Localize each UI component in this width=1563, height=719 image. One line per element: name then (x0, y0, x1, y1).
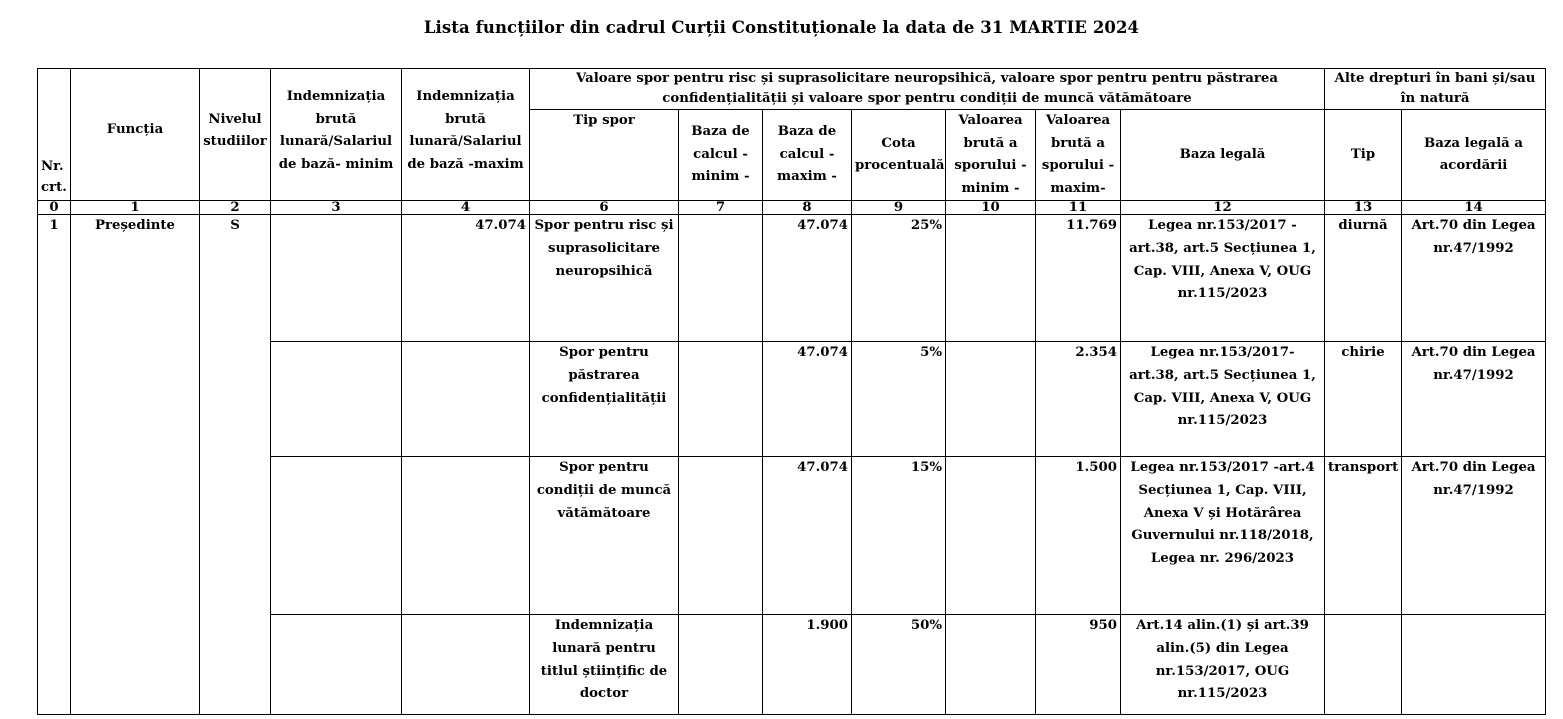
column-number: 1 (71, 201, 200, 215)
row-indemnizatie-minim (271, 215, 402, 342)
row-baza-calcul-maxim: 47.074 (763, 215, 852, 342)
header-tip: Tip (1325, 110, 1402, 201)
header-baza-legala: Baza legală (1121, 110, 1325, 201)
row-tip-spor: Spor pentru risc și suprasolicitare neuropsihică (530, 215, 679, 342)
header-row-1 (38, 69, 1546, 110)
header-alte-drepturi-group: Alte drepturi în bani și/sau în natură (1325, 69, 1546, 110)
header-nivelul-studiilor: Nivelul studiilor (200, 69, 271, 201)
row-indemnizatie-minim (271, 342, 402, 457)
column-number: 12 (1121, 201, 1325, 215)
row-cota: 50% (852, 615, 946, 715)
column-number-row (38, 201, 1546, 215)
row-valoare-maxim: 2.354 (1036, 342, 1121, 457)
row-indemnizatie-maxim (402, 615, 530, 715)
row-tip: transport (1325, 457, 1402, 615)
document-title: Lista funcțiilor din cadrul Curții Constituționale la data de 31 MARTIE 2024 (423, 18, 1140, 37)
header-baza-calcul-maxim: Baza de calcul - maxim - (763, 110, 852, 201)
row-functia: Președinte (71, 215, 200, 715)
row-cota: 5% (852, 342, 946, 457)
column-number: 3 (271, 201, 402, 215)
row-valoare-minim (946, 342, 1036, 457)
row-baza-calcul-maxim: 47.074 (763, 457, 852, 615)
row-baza-legala: Art.14 alin.(1) și art.39 alin.(5) din Legea nr.153/2017, OUG nr.115/2023 (1121, 615, 1325, 715)
row-valoare-minim (946, 457, 1036, 615)
header-cota-procentuala: Cota procentuală (852, 110, 946, 201)
row-baza-calcul-minim (679, 615, 763, 715)
row-tip: chirie (1325, 342, 1402, 457)
row-cota: 15% (852, 457, 946, 615)
row-tip-spor: Spor pentru păstrarea confidențialității (530, 342, 679, 457)
row-baza-acordarii: Art.70 din Legea nr.47/1992 (1402, 457, 1546, 615)
row-valoare-maxim: 950 (1036, 615, 1121, 715)
row-cota: 25% (852, 215, 946, 342)
row-baza-acordarii: Art.70 din Legea nr.47/1992 (1402, 342, 1546, 457)
column-number: 9 (852, 201, 946, 215)
header-spor-group: Valoare spor pentru risc și suprasolicitare neuropsihică, valoare spor pentru pentru păstrarea confidențialității și valoare spor pentru condiții de muncă vătămătoare (530, 69, 1325, 110)
row-baza-legala: Legea nr.153/2017 -art.38, art.5 Secțiunea 1, Cap. VIII, Anexa V, OUG nr.115/2023 (1121, 215, 1325, 342)
row-indemnizatie-maxim (402, 342, 530, 457)
column-number: 10 (946, 201, 1036, 215)
column-number: 2 (200, 201, 271, 215)
row-baza-calcul-maxim: 1.900 (763, 615, 852, 715)
header-baza-legala-acordarii: Baza legală a acordării (1402, 110, 1546, 201)
row-valoare-minim (946, 215, 1036, 342)
row-valoare-maxim: 1.500 (1036, 457, 1121, 615)
header-valoare-maxim: Valoarea brută a sporului - maxim- (1036, 110, 1121, 201)
header-indemnizatie-minim: Indemnizația brută lunară/Salariul de bază- minim (271, 69, 402, 201)
row-tip-spor: Spor pentru condiții de muncă vătămătoare (530, 457, 679, 615)
column-number: 14 (1402, 201, 1546, 215)
row-indemnizatie-minim (271, 615, 402, 715)
column-number: 8 (763, 201, 852, 215)
header-baza-calcul-minim: Baza de calcul - minim - (679, 110, 763, 201)
row-valoare-minim (946, 615, 1036, 715)
row-indemnizatie-maxim (402, 457, 530, 615)
table-row (38, 215, 1546, 342)
row-baza-legala: Legea nr.153/2017- art.38, art.5 Secțiunea 1, Cap. VIII, Anexa V, OUG nr.115/2023 (1121, 342, 1325, 457)
row-baza-acordarii: Art.70 din Legea nr.47/1992 (1402, 215, 1546, 342)
functions-table (37, 68, 1546, 715)
row-baza-acordarii (1402, 615, 1546, 715)
column-number: 7 (679, 201, 763, 215)
row-tip-spor: Indemnizația lunară pentru titlul științific de doctor (530, 615, 679, 715)
row-tip (1325, 615, 1402, 715)
column-number: 4 (402, 201, 530, 215)
row-nr: 1 (38, 215, 71, 715)
header-valoare-minim: Valoarea brută a sporului - minim - (946, 110, 1036, 201)
header-nr-crt: Nr. crt. (38, 69, 71, 201)
header-tip-spor: Tip spor (530, 110, 679, 201)
row-indemnizatie-minim (271, 457, 402, 615)
column-number: 11 (1036, 201, 1121, 215)
row-baza-calcul-maxim: 47.074 (763, 342, 852, 457)
row-baza-calcul-minim (679, 342, 763, 457)
column-number: 13 (1325, 201, 1402, 215)
column-number: 0 (38, 201, 71, 215)
row-baza-legala: Legea nr.153/2017 -art.4 Secțiunea 1, Cap. VIII, Anexa V și Hotărârea Guvernului nr.118/2018, Legea nr. 296/2023 (1121, 457, 1325, 615)
header-indemnizatie-maxim: Indemnizația brută lunară/Salariul de bază -maxim (402, 69, 530, 201)
row-baza-calcul-minim (679, 215, 763, 342)
row-nivel-studii: S (200, 215, 271, 715)
row-indemnizatie-maxim: 47.074 (402, 215, 530, 342)
row-baza-calcul-minim (679, 457, 763, 615)
column-number: 6 (530, 201, 679, 215)
header-functia: Funcția (71, 69, 200, 201)
row-valoare-maxim: 11.769 (1036, 215, 1121, 342)
row-tip: diurnă (1325, 215, 1402, 342)
